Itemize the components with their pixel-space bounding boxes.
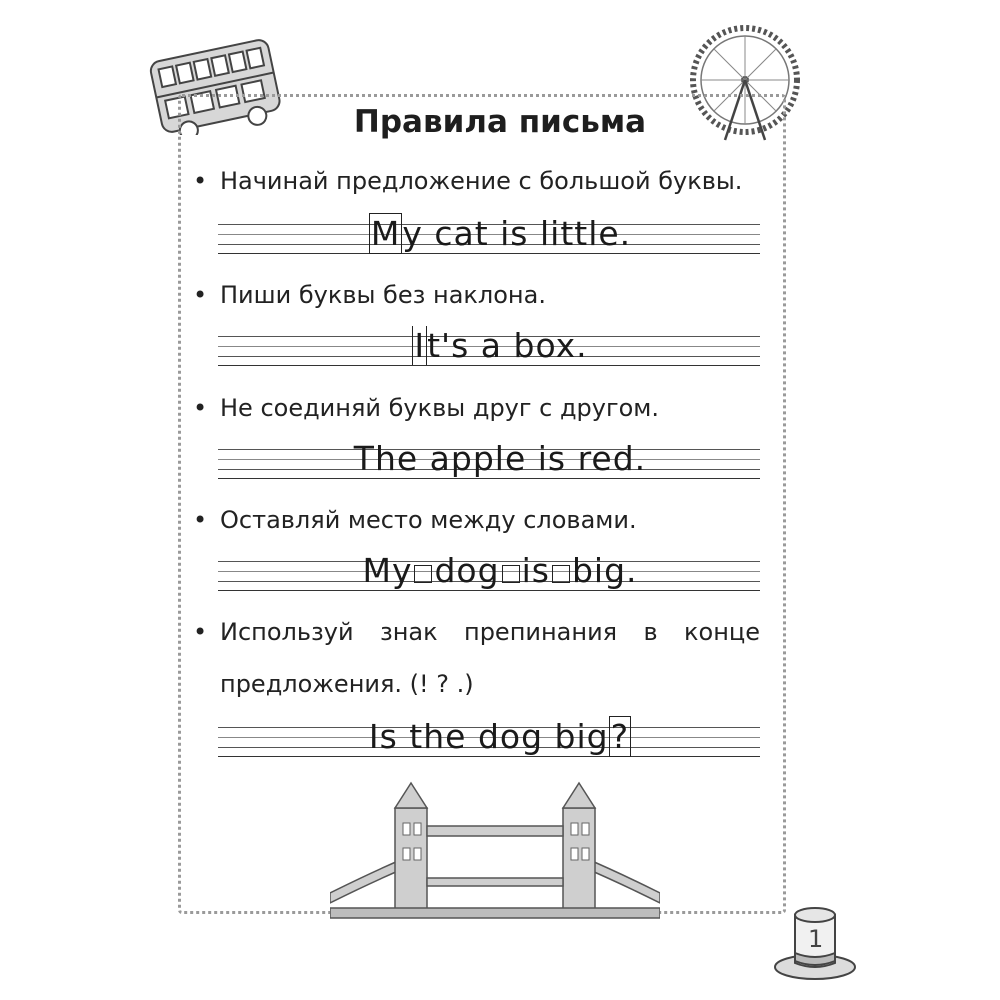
rule-text: Пиши буквы без наклона. xyxy=(220,281,546,309)
bullet: • xyxy=(193,618,208,646)
bullet: • xyxy=(193,281,208,309)
capital-letter-box: M xyxy=(370,214,401,253)
bullet: • xyxy=(193,506,208,534)
rule-5 xyxy=(193,620,760,700)
straight-letter-marker: I xyxy=(414,326,426,365)
example-sentence: Is the dog big? xyxy=(368,717,630,756)
rule-text: Используй знак препинания в конце xyxy=(220,618,760,646)
example-sentence: The apple is red. xyxy=(353,439,647,478)
space-box xyxy=(414,565,432,583)
page-title: Правила письма xyxy=(353,104,647,140)
bullet: • xyxy=(193,394,208,422)
example-sentence: My dog is big. xyxy=(362,551,638,590)
space-box xyxy=(502,565,520,583)
rule-text: Оставляй место между словами. xyxy=(220,506,637,534)
rule-text-continued: предложения. (! ? .) xyxy=(220,670,474,698)
tower-bridge-illustration xyxy=(330,778,660,928)
bullet: • xyxy=(193,167,208,195)
space-box xyxy=(552,565,570,583)
punctuation-box: ? xyxy=(610,717,630,756)
example-sentence: It's a box. xyxy=(414,326,588,365)
rule-text: Начинай предложение с большой буквы. xyxy=(220,167,743,195)
page-number: 1 xyxy=(808,925,824,953)
rule-text: Не соединяй буквы друг с другом. xyxy=(220,394,660,422)
example-sentence: My cat is little. xyxy=(370,214,632,253)
